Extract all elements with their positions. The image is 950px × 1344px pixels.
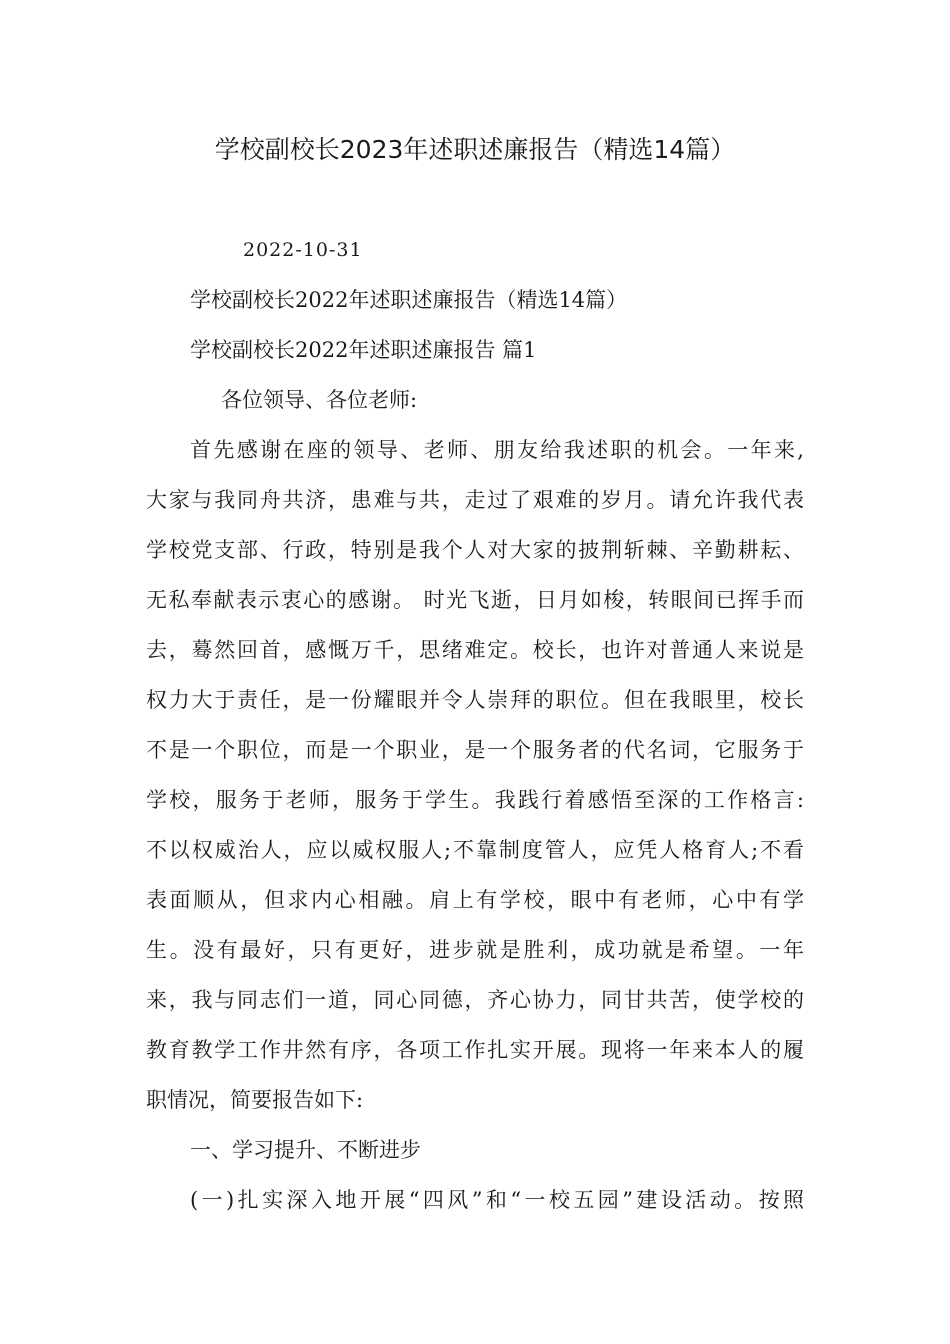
paragraph-line: 学校党支部、行政，特别是我个人对大家的披荆斩棘、辛勤耕耘、 — [146, 538, 804, 562]
paragraph-line: 不是一个职位，而是一个职业，是一个服务者的代名词，它服务于 — [146, 738, 804, 762]
paragraph-line: 不以权威治人，应以威权服人;不靠制度管人，应凭人格育人;不看 — [146, 838, 804, 862]
document-subtitle: 学校副校长2022年述职述廉报告（精选14篇） — [190, 288, 628, 312]
paragraph-line: 无私奉献表示衷心的感谢。 时光飞逝，日月如梭，转眼间已挥手而 — [146, 588, 804, 612]
document-date: 2022-10-31 — [243, 239, 363, 261]
paragraph-line: 权力大于责任，是一份耀眼并令人崇拜的职位。但在我眼里，校长 — [146, 688, 804, 712]
paragraph-line: 职情况，简要报告如下: — [146, 1088, 364, 1112]
document-title: 学校副校长2023年述职述廉报告（精选14篇） — [214, 135, 736, 164]
paragraph-line: 生。没有最好，只有更好，进步就是胜利，成功就是希望。一年 — [146, 938, 804, 962]
salutation: 各位领导、各位老师: — [221, 388, 418, 412]
heading-one: 一、学习提升、不断进步 — [190, 1138, 421, 1162]
paragraph-line: 教育教学工作井然有序，各项工作扎实开展。现将一年来本人的履 — [146, 1038, 804, 1062]
paragraph-line: 来，我与同志们一道，同心同德，齐心协力，同甘共苦，使学校的 — [146, 988, 804, 1012]
paragraph-line: 学校，服务于老师，服务于学生。我践行着感悟至深的工作格言: — [146, 788, 804, 812]
body-paragraph — [146, 434, 804, 1134]
paragraph-line: 首先感谢在座的领导、老师、朋友给我述职的机会。一年来, — [190, 438, 804, 462]
sub-heading-line: (一)扎实深入地开展“四风”和“一校五园”建设活动。按照 — [190, 1188, 804, 1212]
section-heading: 学校副校长2022年述职述廉报告 篇1 — [190, 338, 537, 362]
paragraph-line: 去，蓦然回首，感慨万千，思绪难定。校长，也许对普通人来说是 — [146, 638, 804, 662]
paragraph-line: 表面顺从，但求内心相融。肩上有学校，眼中有老师，心中有学 — [146, 888, 804, 912]
paragraph-line: 大家与我同舟共济，患难与共，走过了艰难的岁月。请允许我代表 — [146, 488, 804, 512]
